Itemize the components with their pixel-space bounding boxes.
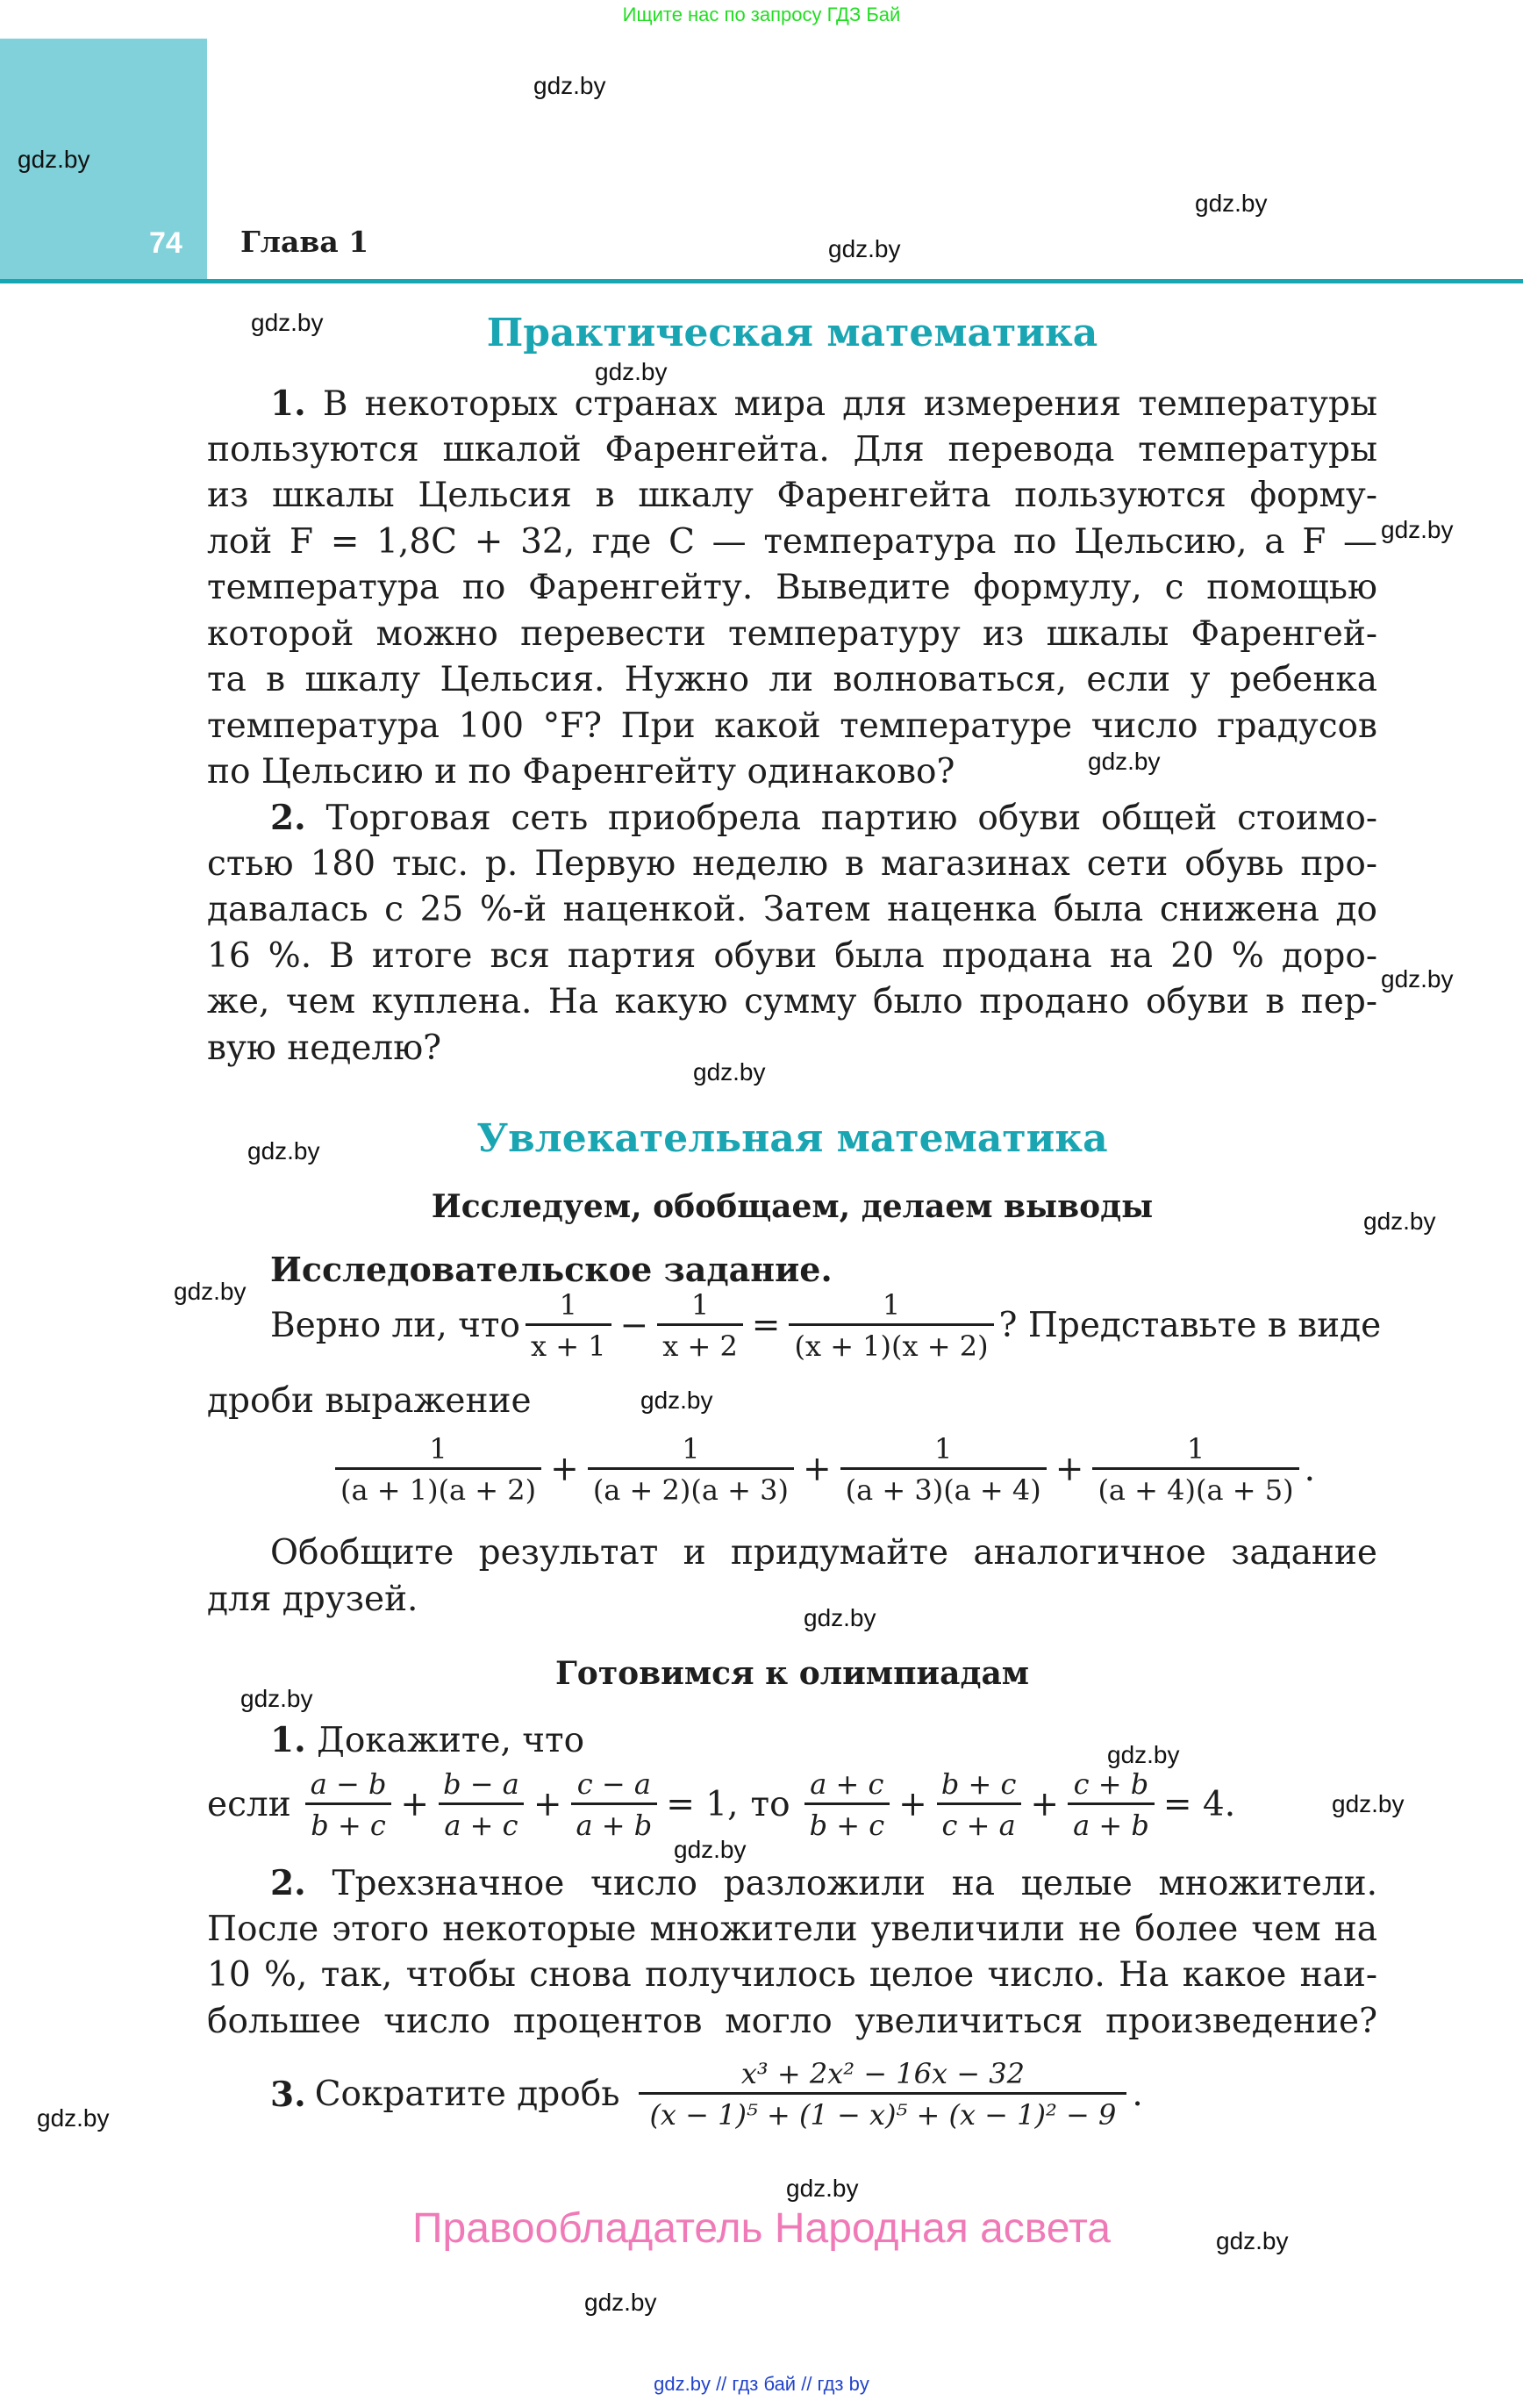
- section-title-fun: Увлекательная математика: [476, 1116, 1108, 1161]
- fraction: $\frac{1}{(x + 1)(x + 2)}$: [789, 1288, 993, 1363]
- text-line: 10 %, так, чтобы снова получилось целое число. На какое наи-: [207, 1955, 1377, 1995]
- watermark: gdz.by: [247, 1137, 320, 1165]
- text-line: температура 100 °F? При какой температуре число градусов: [207, 706, 1377, 746]
- section-title-practical: Практическая математика: [486, 311, 1098, 355]
- fraction: $\frac{\text{x³ + 2x² − 16x − 32}}{\text{(x − 1)⁵ + (1 − x)⁵ + (x − 1)² − 9}}$: [639, 2057, 1126, 2132]
- watermark: gdz.by: [786, 2175, 859, 2202]
- research-label: Исследовательское задание.: [270, 1250, 833, 1289]
- watermark: gdz.by: [674, 1836, 747, 1863]
- text-line: 16 %. В итоге вся партия обуви была продана на 20 % доро-: [207, 935, 1377, 976]
- fraction: $\frac{1}{x + 2}$: [657, 1288, 743, 1363]
- text-line: стью 180 тыс. р. Первую неделю в магазинах сети обувь про-: [207, 843, 1377, 884]
- olympiad-p2: [207, 1860, 1377, 2045]
- watermark: gdz.by: [251, 309, 324, 336]
- watermark: gdz.by: [1381, 965, 1454, 993]
- watermark: gdz.by: [174, 1278, 247, 1305]
- text-line: давалась с 25 %-й наценкой. Затем наценка была снижена до: [207, 890, 1377, 929]
- problem-1: [207, 381, 1377, 796]
- text-line: по Цельсию и по Фаренгейту одинаково?: [207, 752, 955, 792]
- fraction: $\frac{1}{(a + 3)(a + 4)}$: [840, 1432, 1047, 1507]
- text-line: вую неделю?: [207, 1028, 442, 1068]
- fraction: $\frac{1}{x + 1}$: [526, 1288, 611, 1363]
- research-question: Верно ли, что $\frac{1}{x + 1}$ − $\frac{1}{x + 2}$ = $\frac{1}{(x + 1)(x + 2)}$ ? Представьте в виде: [270, 1288, 1382, 1363]
- watermark: gdz.by: [1363, 1208, 1436, 1235]
- watermark: gdz.by: [1332, 1790, 1405, 1817]
- text-line: большее число процентов могло увеличиться произведение?: [207, 2001, 1377, 2041]
- text-line: После этого некоторые множители увеличили не более чем на: [207, 1909, 1377, 1949]
- text-line: Обобщите результат и придумайте аналогичное задание: [270, 1533, 1377, 1573]
- text-line: же, чем куплена. На какую сумму было продано обуви в пер-: [207, 982, 1377, 1021]
- text-line: из шкалы Цельсия в шкалу Фаренгейта пользуются форму-: [207, 476, 1377, 515]
- text-line: для друзей.: [207, 1579, 418, 1619]
- text-line: температура по Фаренгейту. Выведите формулу, с помощью: [207, 568, 1377, 607]
- olympiad-p1-intro: 1. Докажите, что: [270, 1720, 585, 1760]
- copyright-notice: Правообладатель Народная асвета: [412, 2205, 1111, 2252]
- top-banner: Ищите нас по запросу ГДЗ Бай: [622, 4, 901, 25]
- fraction: $\frac{c - a}{a + b}$: [571, 1767, 658, 1842]
- watermark: gdz.by: [640, 1387, 713, 1414]
- text-line: которой можно перевести температуру из шкалы Фаренгей-: [207, 613, 1377, 654]
- watermark: gdz.by: [240, 1685, 313, 1712]
- fraction: $\frac{1}{(a + 4)(a + 5)}$: [1092, 1432, 1298, 1507]
- sum-expression: $\frac{1}{(a + 1)(a + 2)}$ + $\frac{1}{(a + 2)(a + 3)}$ + $\frac{1}{(a + 3)(a + 4)}$ + $\frac{1}{(a + 4)(a + 5)}$ .: [330, 1432, 1315, 1507]
- footer-links[interactable]: gdz.by // гдз бай // гдз by: [654, 2373, 869, 2395]
- research-line2: дроби выражение: [207, 1381, 532, 1421]
- text-line: 2. Трехзначное число разложили на целые множители.: [270, 1863, 1377, 1903]
- problem-2: [207, 795, 1377, 1071]
- text-line: та в шкалу Цельсия. Нужно ли волноваться, если у ребенка: [207, 660, 1377, 699]
- header-rule: [0, 279, 1523, 283]
- watermark: gdz.by: [584, 2289, 657, 2316]
- fraction: $\frac{a - b}{b + c}$: [305, 1767, 392, 1842]
- watermark: gdz.by: [533, 72, 606, 99]
- watermark: gdz.by: [1088, 748, 1161, 775]
- page-number: 74: [149, 226, 182, 260]
- watermark: gdz.by: [37, 2104, 110, 2132]
- fraction: $\frac{1}{(a + 1)(a + 2)}$: [335, 1432, 541, 1507]
- olympiad-p3: 3. Сократите дробь $\frac{\text{x³ + 2x² − 16x − 32}}{\text{(x − 1)⁵ + (1 − x)⁵ + (x − 1)² − 9}}$ .: [270, 2057, 1143, 2132]
- fraction: $\frac{b - a}{a + c}$: [438, 1767, 525, 1842]
- fraction: $\frac{1}{(a + 2)(a + 3)}$: [588, 1432, 794, 1507]
- text-line: пользуются шкалой Фаренгейта. Для перевода температуры: [207, 429, 1377, 469]
- watermark: gdz.by: [828, 235, 901, 262]
- text-line: 1. В некоторых странах мира для измерения температуры: [270, 383, 1377, 424]
- watermark: gdz.by: [1381, 516, 1454, 543]
- watermark: gdz.by: [1107, 1741, 1180, 1768]
- watermark: gdz.by: [595, 358, 668, 385]
- subheading-research: Исследуем, обобщаем, делаем выводы: [431, 1188, 1154, 1225]
- olympiad-p1-formula: если $\frac{a - b}{b + c}$ + $\frac{b - a}{a + c}$ + $\frac{c - a}{a + b}$ = 1, то $\frac{a + c}{b + c}$ + $\frac{b + c}{c + a}$ + $\frac{c + b}{a + b}$ = 4.: [207, 1767, 1236, 1842]
- fraction: $\frac{b + c}{c + a}$: [936, 1767, 1022, 1842]
- watermark: gdz.by: [804, 1604, 876, 1631]
- research-conclusion: [207, 1530, 1377, 1623]
- fraction: $\frac{a + c}{b + c}$: [804, 1767, 890, 1842]
- fraction: $\frac{c + b}{a + b}$: [1068, 1767, 1155, 1842]
- watermark: gdz.by: [1216, 2227, 1289, 2254]
- text-line: лой F = 1,8C + 32, где C — температура по Цельсию, а F —: [207, 521, 1377, 562]
- subheading-olympiad: Готовимся к олимпиадам: [554, 1655, 1030, 1692]
- watermark: gdz.by: [1195, 190, 1268, 217]
- chapter-label: Глава 1: [240, 225, 369, 259]
- text-line: 2. Торговая сеть приобрела партию обуви общей стоимо-: [270, 798, 1378, 838]
- watermark: gdz.by: [18, 146, 90, 173]
- watermark: gdz.by: [693, 1058, 766, 1086]
